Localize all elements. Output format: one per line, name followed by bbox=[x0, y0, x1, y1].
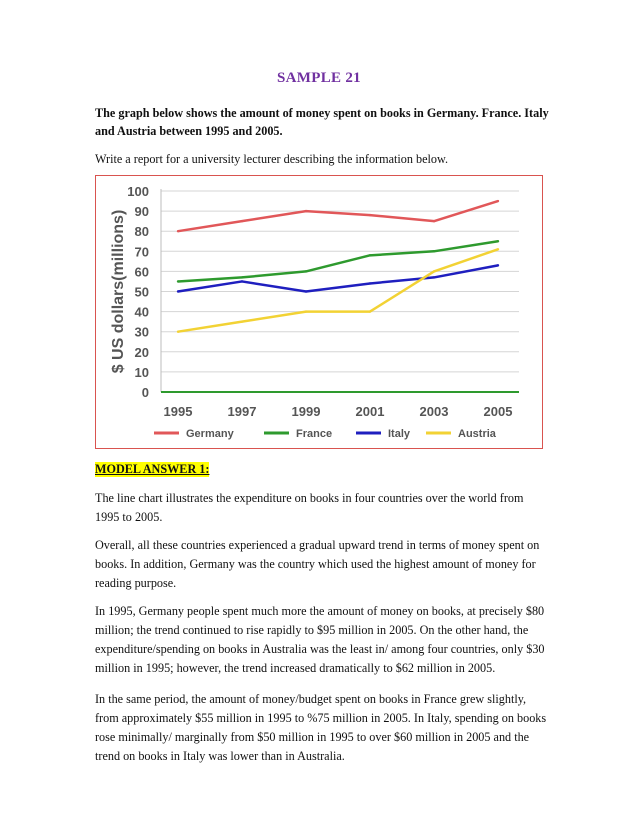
y-tick-label: 40 bbox=[134, 304, 149, 320]
y-tick-label: 60 bbox=[134, 264, 149, 280]
answer-paragraph-2: Overall, all these countries experienced a gradual upward trend in terms of money spent on books. In addition, Germany was the country which used the highest amount of money for reading purpose. bbox=[95, 538, 540, 590]
data-point-italy bbox=[305, 290, 307, 292]
data-point-austria bbox=[305, 310, 307, 312]
data-point-germany bbox=[433, 220, 435, 222]
x-tick-label: 2003 bbox=[419, 404, 449, 419]
data-point-austria bbox=[497, 248, 499, 250]
line-chart bbox=[95, 175, 543, 449]
series-line-germany bbox=[178, 201, 498, 231]
y-tick-label: 10 bbox=[134, 364, 149, 380]
data-point-austria bbox=[241, 320, 243, 322]
data-point-italy bbox=[433, 276, 435, 278]
data-point-france bbox=[369, 254, 371, 256]
data-point-italy bbox=[177, 290, 179, 292]
data-point-austria bbox=[433, 270, 435, 272]
series-line-austria bbox=[178, 249, 498, 331]
answer-paragraph-1: The line chart illustrates the expenditure on books in four countries over the world from 1995 to 2005. bbox=[95, 491, 524, 524]
data-point-france bbox=[433, 250, 435, 252]
answer-paragraph-4: In the same period, the amount of money/budget spent on books in France grew slightly, from approximately $55 million in 1995 to %75 million in 2005. In Italy, spending on books rose minimally/ marginally from $50 million in 1995 to over $60 million in 2005 and the trend on books in Italy was lower than in Australia. bbox=[95, 692, 547, 763]
x-tick-label: 1997 bbox=[227, 404, 257, 419]
data-point-germany bbox=[305, 210, 307, 212]
x-tick-label: 1995 bbox=[163, 404, 193, 419]
data-point-france bbox=[177, 280, 179, 282]
legend-label: Italy bbox=[388, 428, 411, 440]
data-point-france bbox=[305, 270, 307, 272]
y-tick-label: 0 bbox=[141, 385, 149, 400]
y-tick-label: 50 bbox=[134, 284, 149, 300]
answer-paragraph-3: In 1995, Germany people spent much more the amount of money on books, at precisely $80 million; the trend continued to rise rapidly to $95 million in 2005. On the other hand, the expenditure/spending on books in Australia was the least in/ among four countries, only $30 million in 1995; however, the trend increased dramatically to $62 million in 2005. bbox=[95, 604, 545, 675]
y-tick-label: 30 bbox=[134, 324, 149, 340]
data-point-italy bbox=[497, 264, 499, 266]
data-point-germany bbox=[497, 200, 499, 202]
y-tick-label: 20 bbox=[134, 344, 149, 360]
legend-label: France bbox=[296, 428, 333, 440]
data-point-italy bbox=[369, 282, 371, 284]
y-axis-label: $ US dollars(millions) bbox=[110, 209, 127, 374]
data-point-germany bbox=[369, 214, 371, 216]
task-instruction: Write a report for a university lecturer describing the information below. bbox=[95, 152, 449, 166]
data-point-germany bbox=[241, 220, 243, 222]
data-point-france bbox=[497, 240, 499, 242]
data-point-france bbox=[241, 276, 243, 278]
data-point-austria bbox=[369, 310, 371, 312]
legend-label: Germany bbox=[186, 428, 234, 440]
x-tick-label: 2005 bbox=[483, 404, 513, 419]
y-tick-label: 90 bbox=[134, 204, 149, 220]
y-tick-label: 80 bbox=[134, 224, 149, 240]
data-point-austria bbox=[177, 331, 179, 333]
y-tick-label: 70 bbox=[134, 244, 149, 260]
y-tick-label: 100 bbox=[127, 184, 149, 199]
page-title: SAMPLE 21 bbox=[277, 70, 361, 86]
data-point-germany bbox=[177, 230, 179, 232]
data-point-italy bbox=[241, 280, 243, 282]
x-tick-label: 2001 bbox=[355, 404, 385, 419]
x-tick-label: 1999 bbox=[291, 404, 321, 419]
task-prompt: The graph below shows the amount of money spent on books in Germany. France. Italy and Austria between 1995 and 2005. bbox=[95, 106, 549, 138]
model-answer-heading: MODEL ANSWER 1: bbox=[95, 462, 210, 476]
chart-canvas bbox=[96, 176, 542, 448]
legend-label: Austria bbox=[458, 428, 496, 440]
